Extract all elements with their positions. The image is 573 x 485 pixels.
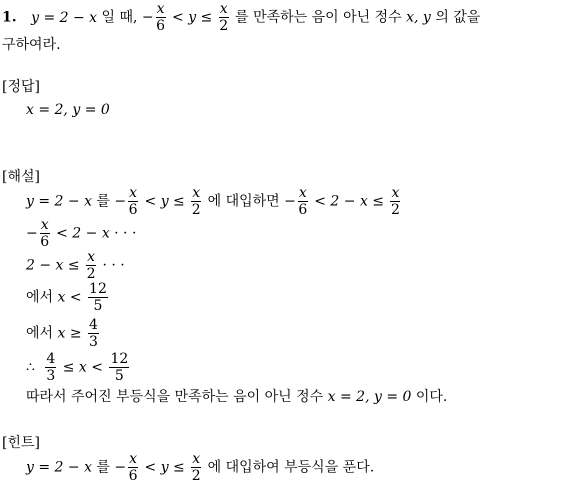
frac-num: x	[40, 217, 49, 233]
expr: y = 2 − x	[26, 193, 92, 210]
text-when: 일 때,	[101, 9, 138, 26]
text: 를	[96, 459, 110, 476]
inequality-y: < y ≤	[172, 9, 213, 26]
frac-den: 2	[191, 202, 201, 218]
frac-num: x	[192, 185, 201, 201]
frac-den: 2	[191, 468, 201, 484]
frac-num: x	[391, 185, 400, 201]
frac-num: x	[156, 1, 165, 17]
inequality: < y ≤	[144, 193, 185, 210]
ellipsis: · · ·	[102, 257, 125, 274]
solution-line-2	[26, 218, 136, 249]
text: 에 대입하면	[207, 193, 280, 210]
minus-sign: −	[114, 193, 127, 210]
frac-den: 3	[89, 334, 98, 350]
solution-line-4	[26, 282, 110, 313]
frac-num: 4	[46, 351, 56, 367]
frac-den: 5	[93, 298, 103, 314]
inequality: ≤ x <	[62, 359, 104, 376]
fraction-x-over-2	[390, 186, 400, 217]
frac-num: x	[192, 451, 201, 467]
solution-line-6	[26, 352, 131, 383]
fraction-12-over-5	[109, 352, 129, 383]
inequality: < y ≤	[144, 459, 185, 476]
text: 따라서 주어진 부등식을 만족하는 음이 아닌 정수	[26, 389, 324, 405]
frac-den: 6	[128, 468, 138, 484]
frac-den: 6	[128, 202, 138, 218]
fraction-x-over-2	[219, 2, 229, 33]
frac-num: x	[129, 185, 138, 201]
answer-label: [정답]	[2, 79, 40, 95]
frac-den: 2	[219, 18, 229, 34]
problem-line-2: 구하여라.	[2, 37, 61, 53]
fraction-x-over-6	[156, 2, 166, 33]
problem-number: 1.	[2, 9, 17, 26]
text: 에 대입하여 부등식을 푼다.	[207, 459, 375, 476]
fraction-12-over-5	[88, 282, 108, 313]
text: 에서	[26, 289, 54, 306]
minus-sign: −	[26, 225, 38, 242]
hint-label: [힌트]	[2, 435, 40, 451]
frac-num: 12	[110, 351, 129, 367]
text: 를	[96, 193, 110, 210]
inequality: < 2 − x ≤	[314, 193, 385, 210]
answer-expression: x = 2, y = 0	[26, 102, 110, 118]
inequality: 2 − x ≤	[26, 257, 80, 274]
expr: y = 2 − x	[26, 459, 92, 476]
frac-num: x	[129, 451, 138, 467]
frac-den: 3	[46, 368, 56, 384]
problem-vars: x, y	[406, 9, 431, 26]
frac-num: x	[219, 1, 228, 17]
solution-line-7	[26, 386, 447, 406]
answer-expression: x = 2, y = 0	[327, 389, 412, 405]
minus-sign: −	[284, 193, 296, 210]
solution-label: [해설]	[2, 169, 40, 185]
inequality: x ≥	[57, 325, 82, 342]
solution-line-5	[26, 318, 101, 349]
fraction-x-over-2	[191, 186, 201, 217]
answer-value	[26, 102, 110, 118]
solution-line-1	[26, 186, 402, 217]
frac-den: 6	[40, 234, 50, 250]
condition-expression: y = 2 − x	[31, 9, 98, 26]
fraction-x-over-6	[40, 218, 50, 249]
frac-den: 6	[156, 18, 166, 34]
minus-sign: −	[114, 459, 127, 476]
therefore-symbol: ∴	[26, 359, 35, 376]
inequality: < 2 − x · · ·	[56, 225, 137, 242]
frac-den: 2	[390, 202, 400, 218]
fraction-x-over-6	[298, 186, 308, 217]
fraction-x-over-6	[128, 186, 138, 217]
problem-text: 를 만족하는 음이 아닌 정수	[235, 9, 402, 26]
frac-den: 2	[86, 266, 96, 282]
frac-num: 12	[89, 281, 107, 297]
frac-den: 5	[114, 368, 124, 384]
frac-num: 4	[89, 317, 98, 333]
frac-num: x	[87, 249, 95, 265]
text: 이다.	[415, 389, 448, 405]
fraction-x-over-2	[191, 452, 201, 483]
hint-line	[26, 452, 374, 483]
frac-den: 6	[298, 202, 308, 218]
problem-line-1	[2, 2, 480, 33]
problem-text-end: 의 값을	[435, 9, 481, 26]
minus-sign: −	[141, 9, 154, 26]
fraction-x-over-2	[86, 250, 96, 281]
fraction-4-over-3	[88, 318, 99, 349]
fraction-4-over-3	[45, 352, 56, 383]
frac-num: x	[298, 185, 307, 201]
text: 에서	[26, 325, 54, 342]
fraction-x-over-6	[128, 452, 138, 483]
solution-line-3	[26, 250, 125, 281]
inequality: x <	[57, 289, 82, 306]
